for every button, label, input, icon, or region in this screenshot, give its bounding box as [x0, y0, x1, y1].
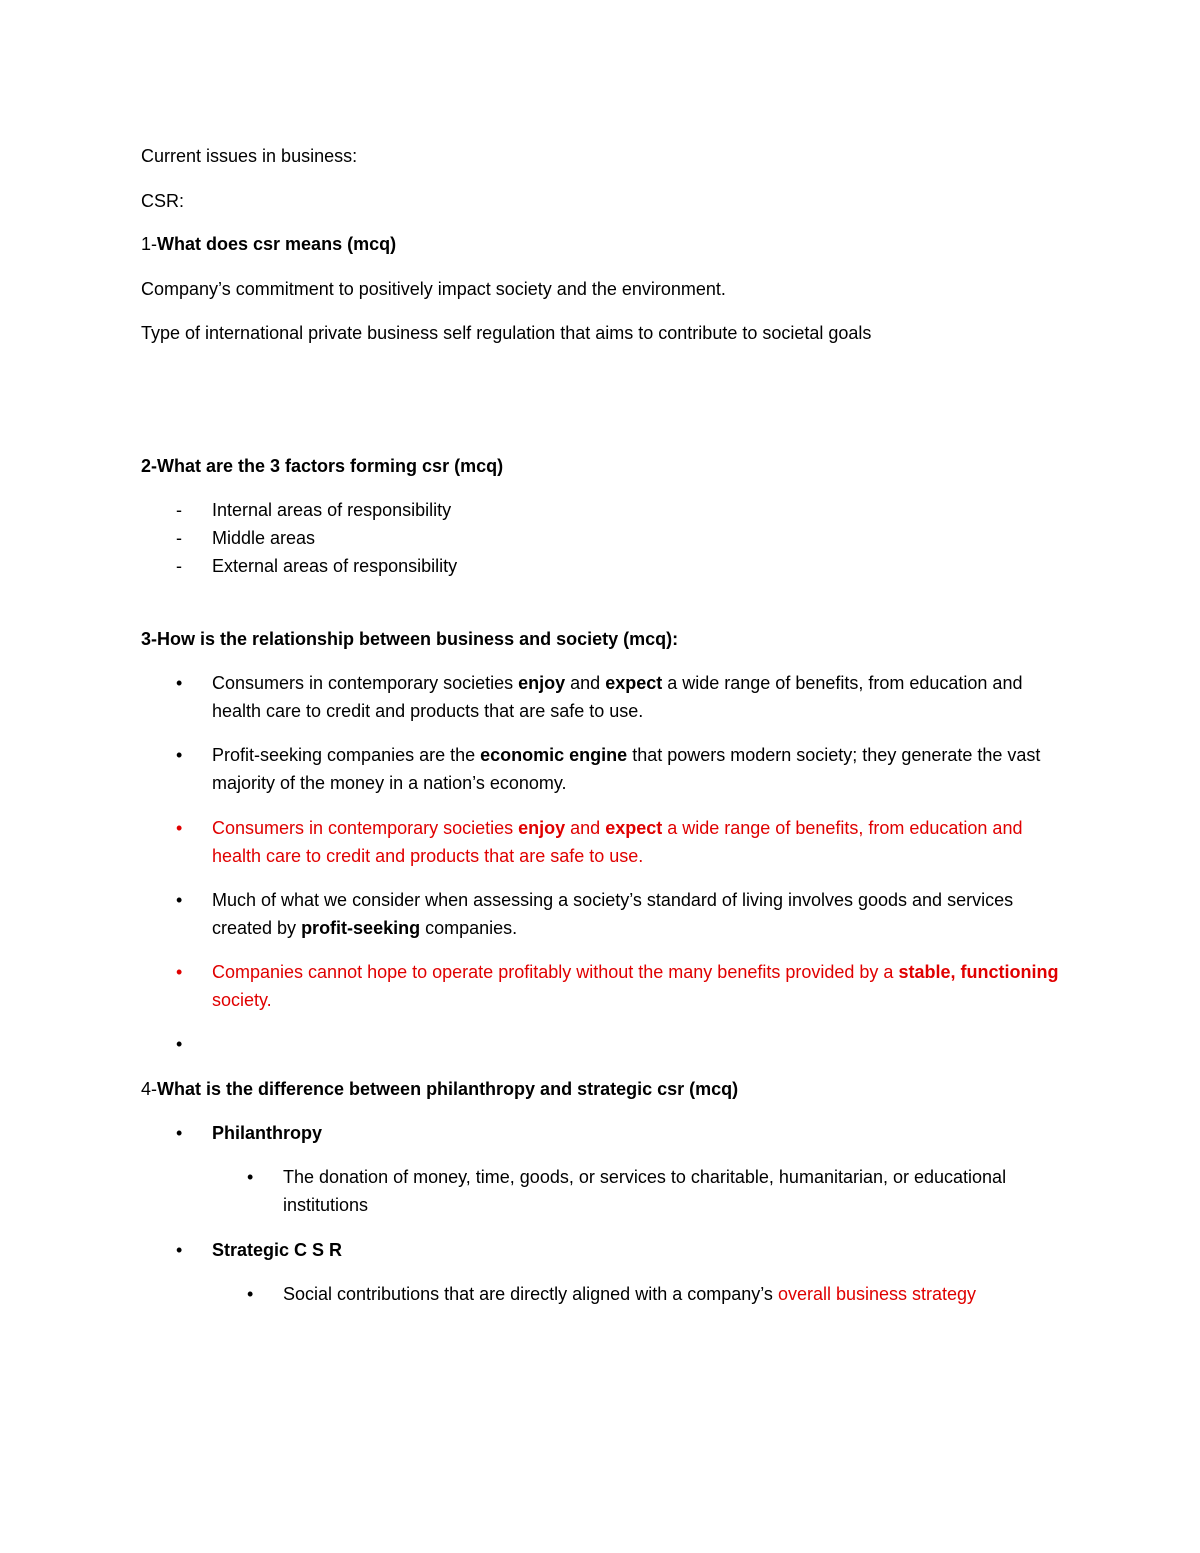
question-1-prefix: 1-: [141, 234, 158, 254]
philanthropy-description: The donation of money, time, goods, or services to charitable, humanitarian, or educational institutions: [283, 1167, 1007, 1215]
question-3-bullet-2: [212, 741, 1072, 797]
strategic-csr-description: [283, 1283, 976, 1305]
bullet-marker: •: [176, 673, 183, 693]
question-3-bullet-1: [212, 669, 1072, 725]
question-2-item: External areas of responsibility: [212, 556, 458, 576]
sub-bullet-marker: •: [247, 1284, 254, 1304]
bullet-marker: •: [176, 1240, 183, 1260]
document-title: Current issues in business:: [141, 146, 358, 166]
bold-stable-functioning: stable, functioning: [898, 962, 1059, 982]
question-1-answer-2: Type of international private business self regulation that aims to contribute to societal goals: [141, 323, 872, 343]
bullet-marker: •: [176, 745, 183, 765]
bullet-text: Consumers in contemporary societies: [212, 818, 519, 838]
bullet-text: companies.: [420, 918, 518, 938]
philanthropy-label: Philanthropy: [212, 1123, 323, 1143]
bold-expect: expect: [605, 673, 663, 693]
question-2-item: Internal areas of responsibility: [212, 500, 452, 520]
question-1-heading: [141, 233, 396, 255]
bullet-text: a wide range of benefits, from education and health care to credit and products that are safe to use.: [212, 818, 1023, 866]
question-3-bullet-5: [212, 958, 1072, 1014]
question-4-heading: [141, 1078, 738, 1100]
bold-economic-engine: economic engine: [480, 745, 628, 765]
dash-marker: -: [176, 528, 182, 548]
bullet-text: and: [565, 818, 606, 838]
bullet-marker: •: [176, 1123, 183, 1143]
question-1-text: What does csr means (mcq): [157, 234, 397, 254]
bullet-marker: •: [176, 962, 183, 982]
bullet-text: Consumers in contemporary societies: [212, 673, 519, 693]
bold-expect: expect: [605, 818, 663, 838]
bullet-text: society.: [212, 990, 272, 1010]
bullet-text: Much of what we consider when assessing a society’s standard of living involves goods and services created by: [212, 890, 1014, 938]
strategic-csr-label: Strategic C S R: [212, 1240, 343, 1260]
bullet-text: that powers modern society; they generate the vast majority of the money in a nation’s economy.: [212, 745, 1041, 793]
bold-profit-seeking: profit-seeking: [301, 918, 421, 938]
sub-bullet-marker: •: [247, 1167, 254, 1187]
question-4-prefix: 4-: [141, 1079, 158, 1099]
question-4-text: What is the difference between philanthropy and strategic csr (mcq): [157, 1079, 739, 1099]
bullet-text: Companies cannot hope to operate profitably without the many benefits provided by a: [212, 962, 899, 982]
dash-marker: -: [176, 500, 182, 520]
bullet-text: a wide range of benefits, from education and health care to credit and products that are safe to use.: [212, 673, 1023, 721]
question-3-heading: 3-How is the relationship between business and society (mcq):: [141, 629, 679, 649]
dash-marker: -: [176, 556, 182, 576]
bold-enjoy: enjoy: [518, 673, 566, 693]
bullet-text: and: [565, 673, 606, 693]
bullet-marker: •: [176, 890, 183, 910]
question-3-bullet-4: [212, 886, 1072, 942]
question-1-answer-1: Company’s commitment to positively impact society and the environment.: [141, 279, 726, 299]
question-2-item: Middle areas: [212, 528, 316, 548]
strategic-desc-text: Social contributions that are directly aligned with a company’s: [283, 1284, 778, 1304]
empty-bullet-marker: •: [176, 1034, 183, 1054]
bold-enjoy: enjoy: [518, 818, 566, 838]
bullet-marker: •: [176, 818, 183, 838]
question-2-heading: 2-What are the 3 factors forming csr (mcq): [141, 456, 504, 476]
question-3-bullet-3: [212, 814, 1072, 870]
strategic-desc-highlight: overall business strategy: [777, 1284, 977, 1304]
bullet-text: Profit-seeking companies are the: [212, 745, 481, 765]
csr-label: CSR:: [141, 191, 185, 211]
